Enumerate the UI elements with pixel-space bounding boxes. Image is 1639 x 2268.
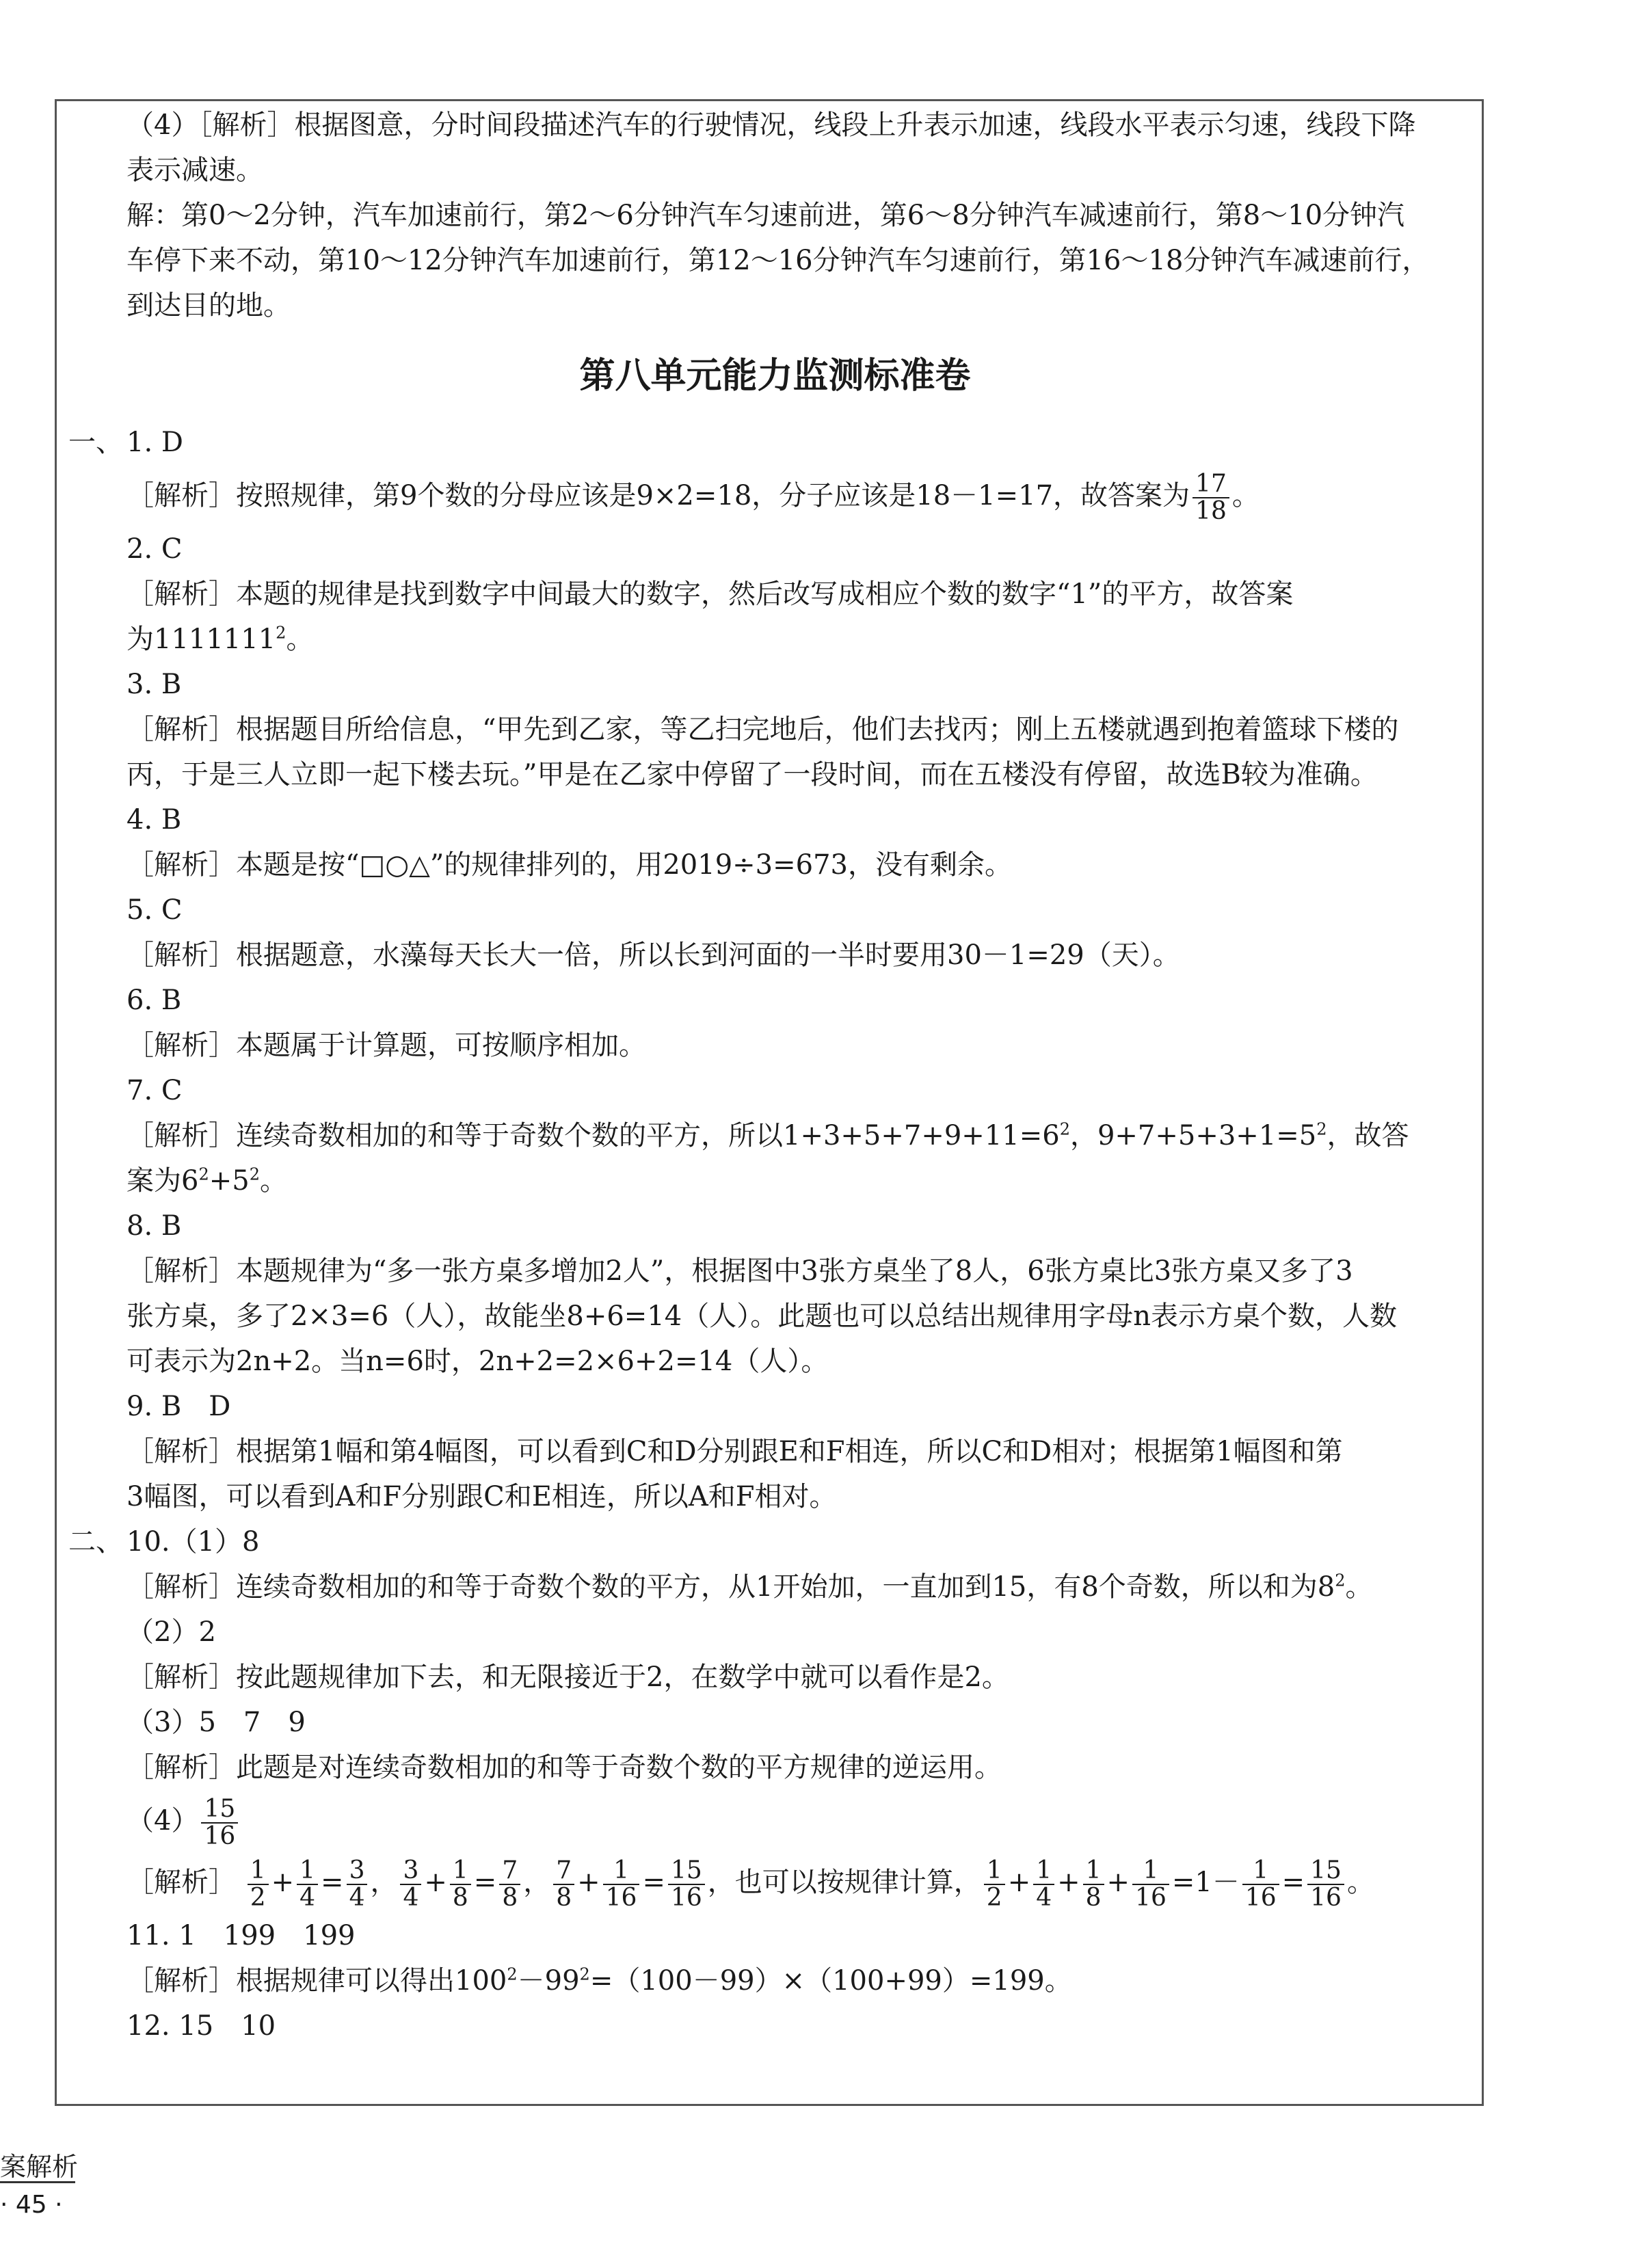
q10-ans1-text: 10.（1）8 [126,1526,260,1558]
frac-num: 1 [1033,1858,1054,1885]
frac-c1 [553,1858,574,1911]
part2-label: 二、 [68,1526,123,1558]
part1-label: 一、 [68,427,123,458]
frac-den: 16 [1135,1884,1167,1912]
q11-answer: 11. 1 199 199 [126,1920,356,1951]
frac-num: 3 [347,1858,368,1885]
q1-frac-den: 18 [1195,497,1227,525]
q10-exp4-label: ［解析］ [126,1867,236,1898]
frac-den: 8 [452,1884,468,1912]
q11-explanation [0,1958,1639,2003]
frac-a2 [297,1858,318,1911]
frac-den: 2 [986,1884,1002,1912]
frac-a3 [347,1858,368,1911]
q3-explanation-2: 丙，于是三人立即一起下楼去玩。”甲是在乙家中停留了一段时间，而在五楼没有停留，故选B较为准确。 [126,759,1378,790]
q10-answer-1 [0,1519,1639,1564]
q1-fraction [1192,471,1229,524]
q3-explanation-1: ［解析］根据题目所给信息，“甲先到乙家，等乙扫完地后，他们去找丙；刚上五楼就遇到抱着篮球下楼的 [126,714,1399,745]
q10-exp4-one: 1－ [1195,1867,1240,1898]
frac-den: 16 [605,1884,637,1912]
frac-d1 [984,1858,1005,1911]
frac-c3 [668,1858,705,1911]
frac-den: 16 [1244,1884,1277,1912]
q5-answer: 5. C [126,894,183,926]
q7-sup3: 2 [198,1164,209,1184]
q7-exp1-b: ，9+7+5+3+1=5 [1069,1120,1317,1151]
q3-answer: 3. B [126,669,182,700]
q2-exp2-sup: 2 [276,623,287,643]
top-line-4: 车停下来不动，第10～12分钟汽车加速前行，第12～16分钟汽车匀速前行，第16～18分钟汽车减速前行， [126,245,1430,276]
q10-explanation-3: ［解析］此题是对连续奇数相加的和等于奇数个数的平方规律的逆运用。 [126,1752,1002,1783]
q10-exp1-sup: 2 [1335,1571,1346,1590]
q11-exp-c: =（100－99）×（100+99）=199。 [589,1965,1072,1997]
q1-explanation [0,465,1639,526]
frac-d6 [1307,1858,1344,1911]
q7-answer: 7. C [126,1075,183,1106]
q1-exp-end: 。 [1231,480,1260,511]
q7-sup1: 2 [1059,1119,1070,1139]
q7-sup2: 2 [1316,1119,1327,1139]
q12-answer: 12. 15 10 [126,2010,276,2042]
frac-a1 [248,1858,269,1911]
frac-num: 1 [1132,1858,1169,1885]
frac-den: 16 [670,1884,702,1912]
q10-exp1-end: 。 [1345,1571,1373,1603]
q10-answer-3: （3）5 7 9 [126,1707,306,1738]
q7-explanation-1 [0,1113,1639,1158]
page-footer [0,2146,79,2219]
q7-sup4: 2 [249,1164,260,1184]
frac-num: 1 [1083,1858,1104,1885]
q7-exp1-c: ，故答 [1327,1120,1409,1151]
frac-d5 [1242,1858,1279,1911]
frac-den: 4 [349,1884,365,1912]
section-title: 第八单元能力监测标准卷 [579,356,971,397]
q10-explanation-1 [0,1564,1639,1610]
q2-exp2-text: 为1111111 [126,624,276,655]
top-line-3: 解：第0～2分钟，汽车加速前行，第2～6分钟汽车匀速前进，第6～8分钟汽车减速前行，第8～10分钟汽 [126,200,1405,231]
frac-c2 [603,1858,640,1911]
q10-explanation-4: ［解析］ $\frac{1}{2}$ + $\frac{1}{4}$ = $\frac{3}{4}$ ， $\frac{3}{4}$ + $\frac{1}{8}$ = $\frac{7}{8}$ ， $\frac{7}{8}$ + $\frac{1}{16}$ = $\frac{15}{16}$ ，也可以按规律计算， $\frac{1}{2}$ + $\frac{1}{4}$ + $\frac{1}{8}$ + $\frac{1}{16}$ =1－ $\frac{1}{16}$ = $\frac{15}{16}$ 。 [126,1856,1374,1912]
q10-exp4-end: 。 [1346,1867,1374,1898]
q8-explanation-3: 可表示为2n+2。当n=6时，2n+2=2×6+2=14（人）。 [126,1346,829,1377]
top-line-5: 到达目的地。 [126,290,291,321]
frac-num: 1 [248,1858,269,1885]
q11-sup2: 2 [579,1964,590,1984]
q1-answer-text: 1. D [126,427,183,458]
q6-answer: 6. B [126,985,182,1016]
top-line-1: （4）［解析］根据图意，分时间段描述汽车的行驶情况，线段上升表示加速，线段水平表示匀速，线段下降 [126,109,1416,141]
top-line-2: 表示减速。 [126,155,263,186]
q11-exp-a: ［解析］根据规律可以得出100 [126,1965,507,1997]
frac-b3 [499,1858,520,1911]
q7-exp2-b: +5 [209,1165,250,1197]
frac-num: 7 [553,1858,574,1885]
frac-d4 [1132,1858,1169,1911]
q8-explanation-1: ［解析］本题规律为“多一张方桌多增加2人”，根据图中3张方桌坐了8人，6张方桌比3张方桌又多了3 [126,1255,1353,1287]
frac-num: 3 [400,1858,421,1885]
q1-exp-text: ［解析］按照规律，第9个数的分母应该是9×2=18，分子应该是18－1=17，故答案为 [126,480,1190,511]
frac-b1 [400,1858,421,1911]
q7-exp2-c: 。 [259,1165,287,1197]
frac-b2 [450,1858,471,1911]
q9-answer: 9. B D [126,1391,231,1422]
q2-exp2-end: 。 [286,624,314,655]
frac-num: 1 [450,1858,471,1885]
frac-num: 15 [201,1796,238,1824]
frac-den: 4 [403,1884,419,1912]
q2-explanation-1: ［解析］本题的规律是找到数字中间最大的数字，然后改写成相应个数的数字“1”的平方，故答案 [126,578,1294,610]
page-content [0,103,1639,2049]
q5-explanation: ［解析］根据题意，水藻每天长大一倍，所以长到河面的一半时要用30－1=29（天）。 [126,939,1180,971]
frac-num: 7 [499,1858,520,1885]
q8-answer: 8. B [126,1210,182,1242]
q2-answer: 2. C [126,533,183,565]
q9-explanation-2: 3幅图，可以看到A和F分别跟C和E相连，所以A和F相对。 [126,1481,837,1512]
q10-ans4-label: （4） [126,1805,199,1837]
q11-sup1: 2 [507,1964,518,1984]
q10-ans4-fraction [201,1796,238,1850]
frac-num: 15 [668,1858,705,1885]
q11-exp-b: －99 [517,1965,580,1997]
q1-answer [0,420,1639,465]
frac-num: 1 [297,1858,318,1885]
q10-answer-2: （2）2 [126,1616,216,1648]
footer-rule [0,2181,75,2183]
q4-explanation: ［解析］本题是按“□○△”的规律排列的，用2019÷3=673，没有剩余。 [126,849,1012,881]
frac-d2 [1033,1858,1054,1911]
q10-exp4-mid: ，也可以按规律计算， [707,1867,981,1898]
footer-label: 案解析 [0,2152,79,2182]
frac-num: 1 [984,1858,1005,1885]
frac-den: 16 [204,1822,236,1850]
q7-exp2-a: 案为6 [126,1165,199,1197]
frac-den: 4 [1036,1884,1052,1912]
q7-explanation-2 [0,1158,1639,1203]
q2-explanation-2 [0,617,1639,662]
q6-explanation: ［解析］本题属于计算题，可按顺序相加。 [126,1030,646,1061]
frac-den: 8 [1085,1884,1102,1912]
frac-num: 1 [603,1858,640,1885]
q10-exp1-text: ［解析］连续奇数相加的和等于奇数个数的平方，从1开始加，一直加到15，有8个奇数，所以和为8 [126,1571,1335,1603]
frac-num: 15 [1307,1858,1344,1885]
frac-den: 16 [1310,1884,1342,1912]
frac-den: 8 [502,1884,518,1912]
q9-explanation-1: ［解析］根据第1幅和第4幅图，可以看到C和D分别跟E和F相连，所以C和D相对；根据第1幅图和第 [126,1436,1343,1467]
q8-explanation-2: 张方桌，多了2×3=6（人），故能坐8+6=14（人）。此题也可以总结出规律用字母n表示方桌个数，人数 [126,1300,1397,1332]
q10-explanation-2: ［解析］按此题规律加下去，和无限接近于2，在数学中就可以看作是2。 [126,1662,1009,1693]
frac-den: 2 [250,1884,266,1912]
page-number: · 45 · [0,2191,63,2219]
frac-den: 4 [299,1884,316,1912]
q10-answer-4 [0,1790,1639,1852]
q7-exp1-a: ［解析］连续奇数相加的和等于奇数个数的平方，所以1+3+5+7+9+11=6 [126,1120,1060,1151]
frac-d3 [1083,1858,1104,1911]
q1-frac-num: 17 [1192,471,1229,498]
frac-den: 8 [556,1884,572,1912]
q4-answer: 4. B [126,804,182,836]
frac-num: 1 [1242,1858,1279,1885]
